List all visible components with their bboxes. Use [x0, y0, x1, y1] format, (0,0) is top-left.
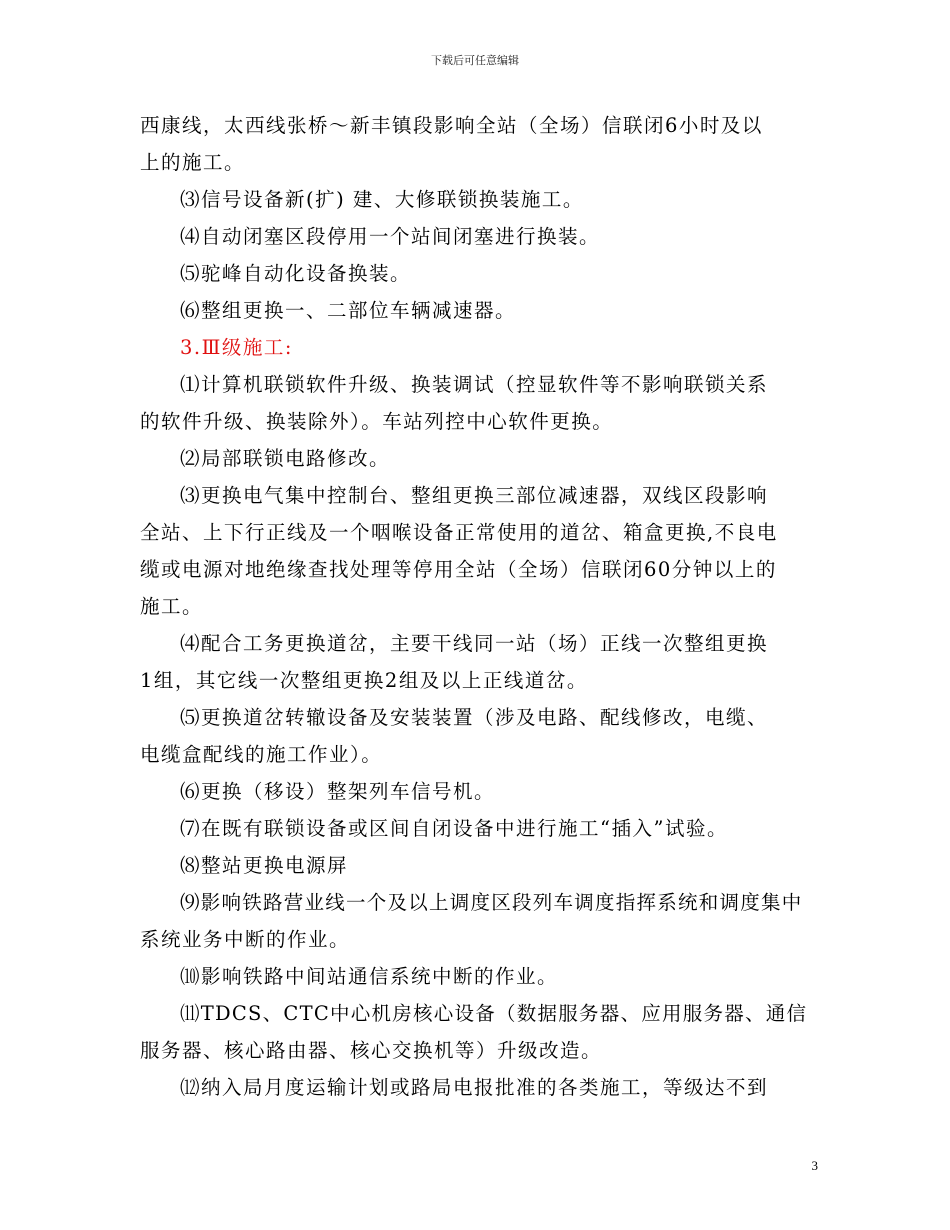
paragraph-line: ⑸驼峰自动化设备换装。: [180, 262, 412, 285]
page-number: 3: [811, 1158, 818, 1173]
paragraph-line: 西康线，太西线张桥～新丰镇段影响全站（全场）信联闭6小时及以: [140, 114, 763, 137]
paragraph-line: 的软件升级、换装除外）。车站列控中心软件更换。: [140, 410, 614, 433]
paragraph-line: ⑵局部联锁电路修改。: [180, 447, 391, 470]
paragraph-line: 1组，其它线一次整组更换2组及以上正线道岔。: [140, 669, 588, 692]
paragraph-line: ⑺在既有联锁设备或区间自闭设备中进行施工“插入”试验。: [180, 817, 728, 840]
paragraph-line: ⑼影响铁路营业线一个及以上调度区段列车调度指挥系统和调度集中: [180, 891, 803, 914]
paragraph-line: ⑹更换（移设）整架列车信号机。: [180, 780, 496, 803]
paragraph-line: ⑾TDCS、CTC中心机房核心设备（数据服务器、应用服务器、通信: [180, 1002, 808, 1025]
paragraph-line: ⑸更换道岔转辙设备及安装装置（涉及电路、配线修改，电缆、: [180, 706, 769, 729]
paragraph-line: 全站、上下行正线及一个咽喉设备正常使用的道岔、箱盒更换,不良电: [140, 521, 778, 544]
paragraph-line: ⑷配合工务更换道岔，主要干线同一站（场）正线一次整组更换: [180, 632, 769, 655]
paragraph-line: ⑻整站更换电源屏: [180, 854, 349, 877]
paragraph-line: ⑹整组更换一、二部位车辆减速器。: [180, 299, 517, 322]
page-header: 下载后可任意编辑: [431, 54, 519, 67]
document-body: [140, 107, 808, 1106]
paragraph-line: 服务器、核心路由器、核心交换机等）升级改造。: [140, 1039, 603, 1062]
paragraph-line: ⑶更换电气集中控制台、整组更换三部位减速器，双线区段影响: [180, 484, 769, 507]
paragraph-line: ⑷自动闭塞区段停用一个站间闭塞进行换装。: [180, 225, 601, 248]
paragraph-line: ⑶信号设备新(扩) 建、大修联锁换装施工。: [180, 188, 584, 211]
paragraph-line: 上的施工。: [140, 151, 246, 174]
section-heading: 3.Ⅲ级施工:: [180, 336, 293, 359]
paragraph-line: ⑽影响铁路中间站通信系统中断的作业。: [180, 965, 559, 988]
paragraph-line: ⑿纳入局月度运输计划或路局电报批准的各类施工，等级达不到: [180, 1076, 769, 1099]
paragraph-line: ⑴计算机联锁软件升级、换装调试（控显软件等不影响联锁关系: [180, 373, 769, 396]
paragraph-line: 施工。: [140, 595, 204, 618]
paragraph-line: 缆或电源对地绝缘查找处理等停用全站（全场）信联闭60分钟以上的: [140, 558, 777, 581]
paragraph-line: 电缆盒配线的施工作业）。: [140, 743, 383, 766]
paragraph-line: 系统业务中断的作业。: [140, 928, 351, 951]
